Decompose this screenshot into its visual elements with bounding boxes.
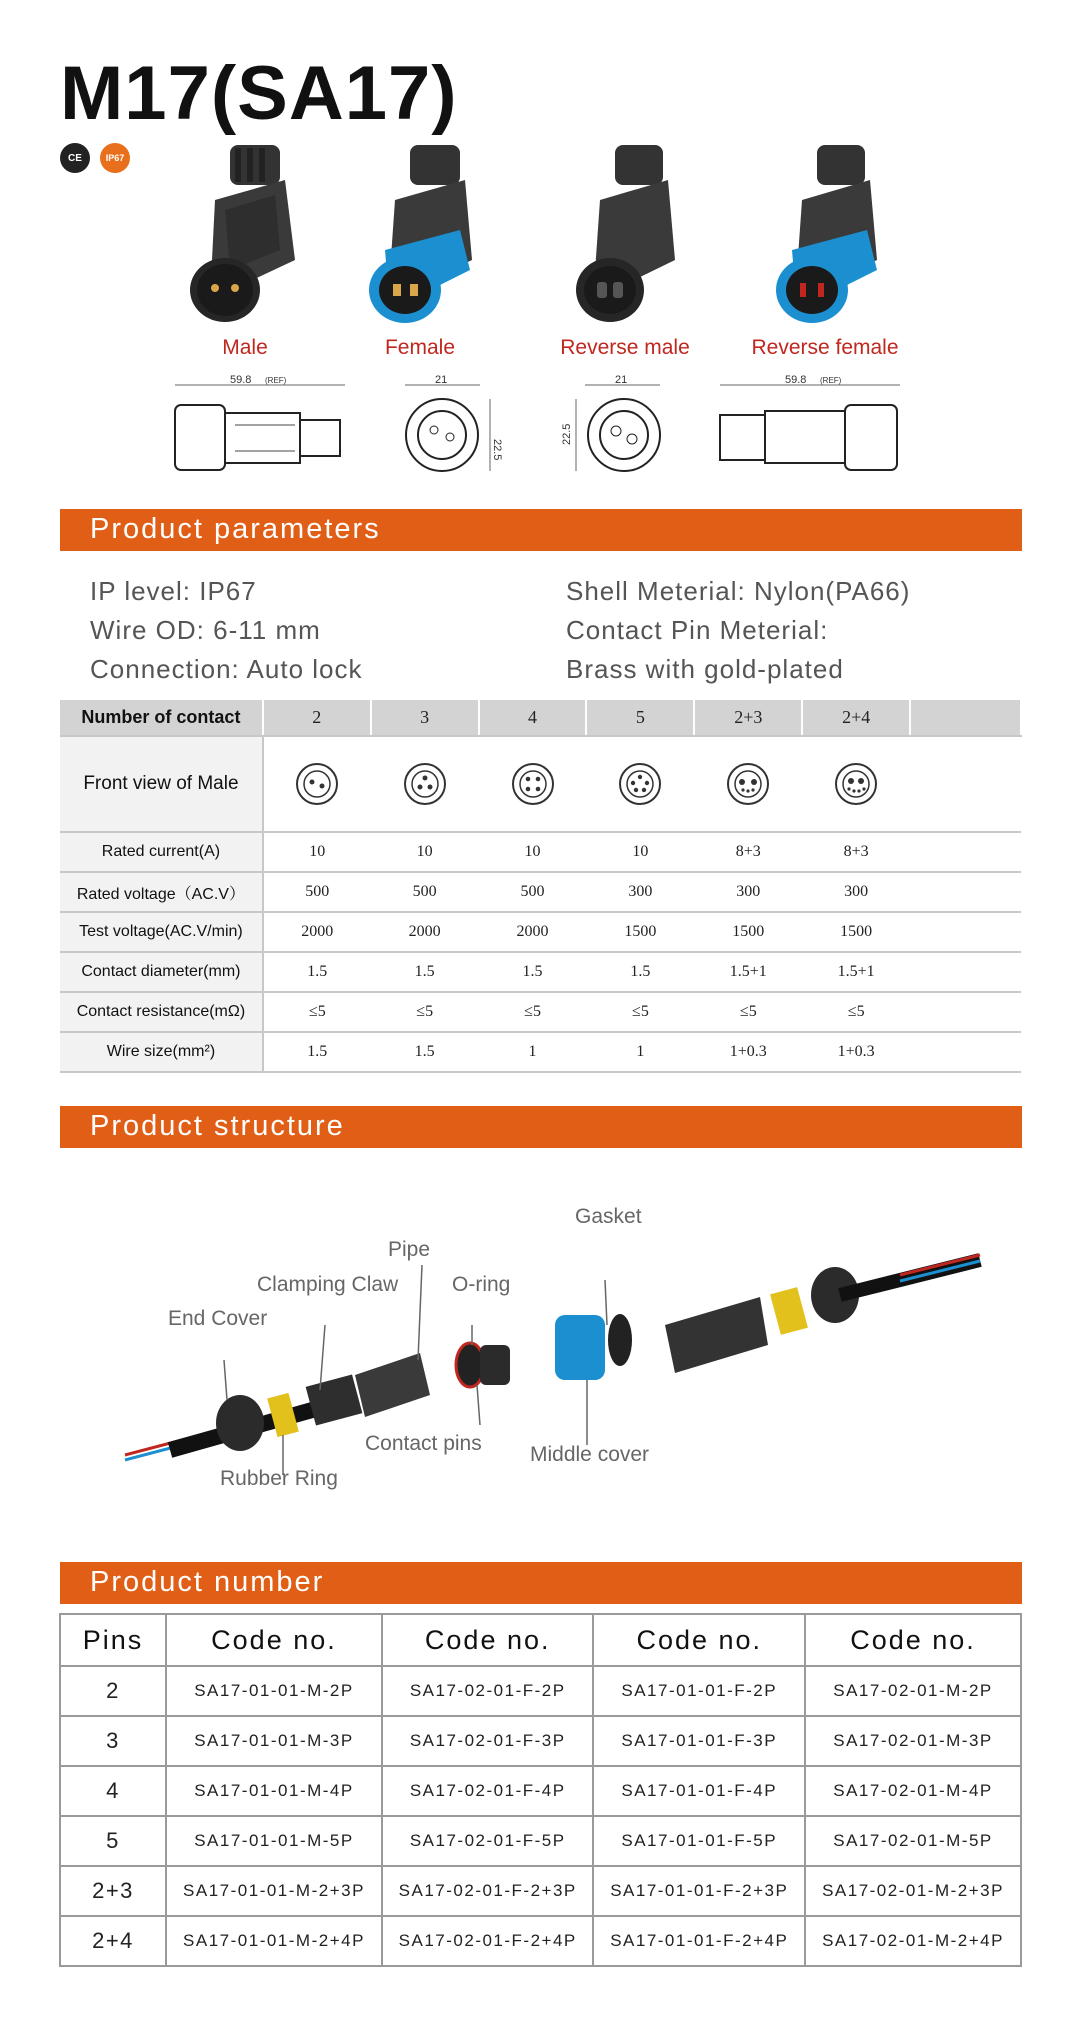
spec-value: ≤5 [371,992,479,1032]
product-reverse-male [540,140,710,370]
label-gasket: Gasket [575,1205,642,1228]
spec-row-label: Wire size(mm²) [60,1032,263,1072]
spec-value: 1.5+1 [802,952,910,992]
spec-contact-count: 2+3 [694,700,802,736]
number-row [60,1716,1021,1766]
spec-value: 10 [263,832,371,872]
label-rubber-ring: Rubber Ring [220,1467,338,1490]
pins-value: 2 [60,1666,166,1716]
spec-value: 1+0.3 [694,1032,802,1072]
spec-front-view-row [60,736,1021,832]
spec-value: 10 [371,832,479,872]
page-title: M17(SA17) [60,51,458,136]
header-code: Code no. [593,1614,805,1666]
front-view-2plus4-icon [834,762,878,806]
pins-value: 5 [60,1816,166,1866]
spec-row [60,872,1021,912]
front-view-4pin-icon [511,762,555,806]
front-view-cell [371,736,479,832]
product-male [160,140,330,370]
spec-front-view-label: Front view of Male [60,736,263,832]
product-label-reverse-male: Reverse male [560,336,690,359]
front-drawing-male [560,375,680,485]
product-reverse-female [740,140,910,370]
section-header-parameters [60,509,1022,551]
certification-badges [60,143,130,173]
pins-value: 2+4 [60,1916,166,1966]
header-code: Code no. [382,1614,594,1666]
code-value: SA17-02-01-M-2P [805,1666,1021,1716]
code-value: SA17-01-01-F-3P [593,1716,805,1766]
spec-value: 500 [479,872,587,912]
spec-value: 1.5 [479,952,587,992]
pins-value: 4 [60,1766,166,1816]
pins-value: 3 [60,1716,166,1766]
param-connection: Connection: Auto lock [90,654,363,684]
spec-value: 500 [371,872,479,912]
product-number-table [59,1613,1022,1967]
spec-row-label: Rated voltage（AC.V） [60,872,263,912]
spec-row-label: Contact diameter(mm) [60,952,263,992]
code-value: SA17-01-01-F-2P [593,1666,805,1716]
spec-empty-cell [910,872,1021,912]
code-value: SA17-01-01-F-4P [593,1766,805,1816]
reverse-female-connector-image [765,140,885,330]
spec-value: 2000 [371,912,479,952]
front-view-2plus3-icon [726,762,770,806]
ce-mark-icon: CE [60,143,90,173]
spec-value: 10 [479,832,587,872]
spec-row [60,832,1021,872]
number-row [60,1866,1021,1916]
spec-row-label: Rated current(A) [60,832,263,872]
dim-height-b: 22.5 [561,423,573,445]
spec-value: 1+0.3 [802,1032,910,1072]
code-value: SA17-02-01-M-4P [805,1766,1021,1816]
spec-row [60,992,1021,1032]
param-contact-pin-material: Contact Pin Meterial: [566,615,829,645]
spec-row [60,952,1021,992]
spec-value: 2000 [479,912,587,952]
reverse-male-connector-image [565,140,685,330]
spec-value: 300 [802,872,910,912]
header-code: Code no. [166,1614,382,1666]
number-row [60,1766,1021,1816]
code-value: SA17-02-01-F-4P [382,1766,594,1816]
spec-value: 1.5 [371,952,479,992]
dim-width-a: 21 [435,375,448,386]
dim-ref-a: (REF) [265,376,287,385]
code-value: SA17-02-01-M-5P [805,1816,1021,1866]
spec-value: 1500 [694,912,802,952]
spec-value: 300 [586,872,694,912]
product-female [335,140,505,370]
product-label-female: Female [384,336,456,359]
spec-row [60,1032,1021,1072]
section-title-parameters: Product parameters [90,513,381,545]
spec-value: 1.5 [263,1032,371,1072]
spec-value: ≤5 [263,992,371,1032]
spec-contact-count: 5 [586,700,694,736]
code-value: SA17-02-01-M-3P [805,1716,1021,1766]
spec-value: 1.5 [263,952,371,992]
param-plating: Brass with gold-plated [566,654,844,684]
spec-empty-cell [910,832,1021,872]
spec-value: 1.5 [586,952,694,992]
label-middle-cover: Middle cover [530,1443,650,1466]
product-label-reverse-female: Reverse female [751,336,899,359]
spec-value: 1.5+1 [694,952,802,992]
code-value: SA17-01-01-M-2+3P [166,1866,382,1916]
spec-value: ≤5 [479,992,587,1032]
spec-contact-count: 2 [263,700,371,736]
section-header-number [60,1562,1022,1604]
label-pipe: Pipe [388,1238,431,1261]
code-value: SA17-02-01-F-3P [382,1716,594,1766]
dim-length-a: 59.8 [230,375,252,386]
dim-width-b: 21 [615,375,628,386]
exploded-view [100,1195,1000,1515]
spec-value: 500 [263,872,371,912]
code-value: SA17-01-01-F-2+4P [593,1916,805,1966]
code-value: SA17-02-01-M-2+4P [805,1916,1021,1966]
code-value: SA17-02-01-F-5P [382,1816,594,1866]
spec-value: 1500 [586,912,694,952]
code-value: SA17-01-01-M-5P [166,1816,382,1866]
spec-contact-count: 4 [479,700,587,736]
spec-value: 1.5 [371,1032,479,1072]
front-view-cell [479,736,587,832]
section-title-number: Product number [90,1566,325,1598]
header-pins: Pins [60,1614,166,1666]
spec-header-label: Number of contact [60,700,263,736]
spec-value: 300 [694,872,802,912]
label-o-ring: O-ring [452,1273,511,1296]
code-value: SA17-02-01-F-2P [382,1666,594,1716]
header-code: Code no. [805,1614,1021,1666]
code-value: SA17-01-01-F-5P [593,1816,805,1866]
side-drawing-male [160,375,360,485]
param-ip-level: IP level: IP67 [90,576,257,606]
front-view-cell [694,736,802,832]
spec-value: 1 [479,1032,587,1072]
spec-empty-cell [910,952,1021,992]
spec-contact-count: 2+4 [802,700,910,736]
spec-value: 2000 [263,912,371,952]
spec-row-label: Test voltage(AC.V/min) [60,912,263,952]
label-contact-pins: Contact pins [365,1432,482,1455]
spec-row [60,912,1021,952]
specification-table [60,700,1022,1073]
code-value: SA17-01-01-M-2P [166,1666,382,1716]
technical-drawings [150,375,950,490]
ip67-badge-icon: IP67 [100,143,130,173]
front-drawing-female [390,375,510,485]
code-value: SA17-01-01-M-3P [166,1716,382,1766]
spec-empty-cell [910,912,1021,952]
dim-length-b: 59.8 [785,375,807,386]
spec-value: 1 [586,1032,694,1072]
number-row [60,1816,1021,1866]
code-value: SA17-02-01-F-2+3P [382,1866,594,1916]
spec-empty-cell [910,992,1021,1032]
dim-height-a: 22.5 [491,439,503,461]
spec-empty-cell [910,700,1021,736]
param-shell-material: Shell Meterial: Nylon(PA66) [566,576,911,606]
front-view-3pin-icon [403,762,447,806]
side-drawing-female [705,375,915,485]
param-wire-od: Wire OD: 6-11 mm [90,615,321,645]
product-gallery [160,140,940,370]
code-value: SA17-01-01-F-2+3P [593,1866,805,1916]
front-view-cell [802,736,910,832]
number-header-row [60,1614,1021,1666]
dim-ref-b: (REF) [820,376,842,385]
section-title-structure: Product structure [90,1110,345,1142]
front-view-cell [263,736,371,832]
number-row [60,1666,1021,1716]
label-end-cover: End Cover [168,1307,268,1330]
spec-value: 10 [586,832,694,872]
code-value: SA17-01-01-M-2+4P [166,1916,382,1966]
male-connector-image [185,140,305,330]
front-view-2pin-icon [295,762,339,806]
section-header-structure [60,1106,1022,1148]
spec-empty-cell [910,736,1021,832]
code-value: SA17-02-01-M-2+3P [805,1866,1021,1916]
female-connector-image [360,140,480,330]
front-view-5pin-icon [618,762,662,806]
spec-value: 8+3 [802,832,910,872]
product-label-male: Male [222,336,268,359]
spec-value: ≤5 [694,992,802,1032]
spec-value: 1500 [802,912,910,952]
code-value: SA17-01-01-M-4P [166,1766,382,1816]
front-view-cell [586,736,694,832]
spec-value: ≤5 [802,992,910,1032]
spec-value: 8+3 [694,832,802,872]
pins-value: 2+3 [60,1866,166,1916]
spec-header-row [60,700,1021,736]
label-clamping-claw: Clamping Claw [257,1273,399,1296]
number-row [60,1916,1021,1966]
spec-row-label: Contact resistance(mΩ) [60,992,263,1032]
spec-value: ≤5 [586,992,694,1032]
spec-contact-count: 3 [371,700,479,736]
code-value: SA17-02-01-F-2+4P [382,1916,594,1966]
spec-empty-cell [910,1032,1021,1072]
